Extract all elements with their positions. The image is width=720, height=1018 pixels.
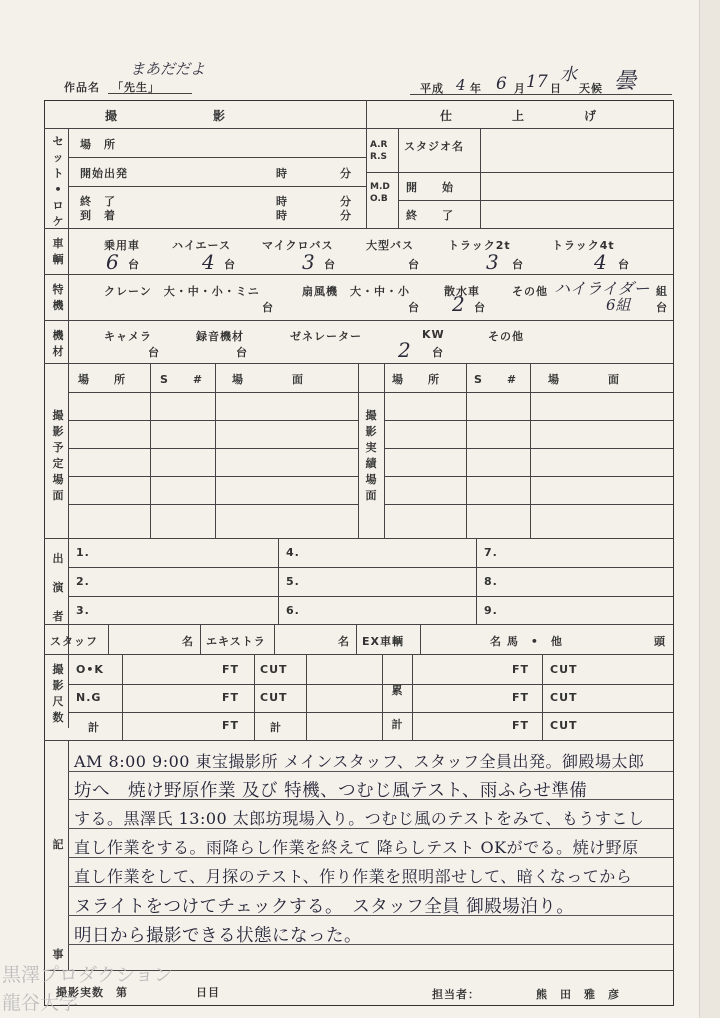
cast-1: 1. bbox=[76, 546, 90, 559]
unit: 台 bbox=[408, 301, 420, 314]
special-other-count: 6組 bbox=[606, 296, 631, 314]
date-era: 平成 bbox=[420, 82, 444, 95]
kei-label: 計 bbox=[88, 721, 100, 734]
memo-line-5: 直し作業をして、月探のテスト、作り作業を照明部せして、暗くなってから bbox=[74, 867, 633, 886]
dai-label: 第 bbox=[116, 986, 128, 999]
studio-label: スタジオ名 bbox=[404, 140, 464, 153]
title-value: 「先生」 bbox=[112, 81, 160, 94]
special-other-value: ハイライダー bbox=[554, 279, 650, 298]
date-day: 17 bbox=[526, 72, 548, 92]
generator-label: ゼネレーター bbox=[290, 330, 362, 343]
unit: 台 bbox=[262, 301, 274, 314]
cast-label: 出 演 者 bbox=[52, 552, 64, 623]
cut: CUT bbox=[260, 691, 288, 704]
date-year: 4 bbox=[456, 76, 466, 94]
person-name: 熊 田 雅 彦 bbox=[536, 988, 620, 1001]
fun-3: 分 bbox=[340, 209, 352, 222]
unit: 台 bbox=[656, 301, 668, 314]
kw-label: KW bbox=[422, 328, 445, 341]
day-suffix: 日 bbox=[550, 82, 562, 95]
ft: FT bbox=[222, 691, 240, 704]
ar-label: A.R bbox=[370, 140, 388, 150]
vehicle-hiace-count: 4 bbox=[202, 250, 215, 274]
ft: FT bbox=[512, 719, 530, 732]
col-basho: 場 所 bbox=[392, 373, 440, 386]
unit: 台 bbox=[224, 258, 236, 271]
handwritten-title: まあだだよ bbox=[130, 60, 206, 78]
water-truck-count: 2 bbox=[452, 292, 465, 316]
cast-9: 9. bbox=[484, 604, 498, 617]
ng-label: N.G bbox=[76, 691, 102, 704]
date-month: 6 bbox=[496, 74, 507, 94]
cut: CUT bbox=[550, 719, 578, 732]
memo-line-6: ヌライトをつけてチェックする。 スタッフ全員 御殿場泊り。 bbox=[74, 897, 575, 917]
rs-label: R.S bbox=[370, 152, 387, 162]
col-basho: 場 所 bbox=[78, 373, 126, 386]
fun-1: 分 bbox=[340, 167, 352, 180]
vehicle-label: 車 輌 bbox=[52, 237, 64, 266]
ruikei-label: 累 計 bbox=[391, 684, 403, 731]
fan-label: 扇風機 大・中・小 bbox=[302, 285, 410, 298]
extra-label: エキストラ bbox=[206, 635, 266, 648]
camera-label: キャメラ bbox=[104, 330, 152, 343]
kaishi-label: 開始出発 bbox=[80, 167, 128, 180]
touchaku-label: 到 着 bbox=[80, 209, 116, 222]
audio-label: 録音機材 bbox=[196, 330, 244, 343]
cast-7: 7. bbox=[484, 546, 498, 559]
col-scene-number: S # bbox=[160, 373, 204, 386]
unit: 台 bbox=[474, 301, 486, 314]
vehicle-truck4: トラック4t bbox=[552, 239, 615, 252]
mei: 名 bbox=[182, 635, 194, 648]
vehicle-truck4-count: 4 bbox=[594, 250, 607, 274]
cut: CUT bbox=[550, 691, 578, 704]
ft: FT bbox=[222, 663, 240, 676]
crane-label: クレーン 大・中・小・ミニ bbox=[104, 285, 260, 298]
planned-scenes-label: 撮 影 予 定 場 面 bbox=[52, 409, 64, 502]
unit: 台 bbox=[324, 258, 336, 271]
kw-count: 2 bbox=[398, 338, 411, 362]
fun-2: 分 bbox=[340, 195, 352, 208]
month-suffix: 月 bbox=[514, 82, 526, 95]
memo-line-2: 坊へ 焼け野原作業 及び 特機、つむじ風テスト、雨ふらせ準備 bbox=[74, 781, 588, 801]
equipment-label: 機 材 bbox=[52, 329, 64, 358]
memo-line-1: AM 8:00 9:00 東宝撮影所 メインスタッフ、スタッフ全員出発。御殿場太郎 bbox=[74, 752, 645, 771]
md-label: M.D bbox=[370, 182, 390, 192]
memo-label: 記 事 bbox=[52, 838, 64, 961]
memo-line-4: 直し作業をする。雨降らし作業を終えて 降らしテスト OKがでる。焼け野原 bbox=[74, 838, 639, 857]
kumi-label: 組 bbox=[656, 285, 668, 298]
cut: CUT bbox=[550, 663, 578, 676]
title-label: 作品名 bbox=[64, 81, 100, 94]
vehicle-truck2: トラック2t bbox=[448, 239, 511, 252]
year-suffix: 年 bbox=[470, 82, 482, 95]
col-scene-number: S # bbox=[474, 373, 518, 386]
unit: 台 bbox=[148, 346, 160, 359]
page-edge bbox=[699, 0, 720, 1018]
vehicle-truck2-count: 3 bbox=[486, 250, 499, 274]
cast-3: 3. bbox=[76, 604, 90, 617]
memo-line-3: する。黒澤氏 13:00 太郎坊現場入り。つむじ風のテストをみて、もうすこし bbox=[74, 809, 645, 828]
mei: 名 bbox=[338, 635, 350, 648]
cast-8: 8. bbox=[484, 575, 498, 588]
special-other-label: その他 bbox=[512, 285, 548, 298]
ji-1: 時 bbox=[276, 167, 288, 180]
cast-2: 2. bbox=[76, 575, 90, 588]
person-label: 担当者： bbox=[432, 988, 480, 1001]
cast-5: 5. bbox=[286, 575, 300, 588]
ob-label: O.B bbox=[370, 194, 388, 204]
footage-label: 撮 影 尺 数 bbox=[52, 663, 64, 724]
vehicle-microbus-count: 3 bbox=[302, 250, 315, 274]
unit: 台 bbox=[128, 258, 140, 271]
ji-3: 時 bbox=[276, 209, 288, 222]
shiage-shuryo: 終 了 bbox=[406, 209, 454, 222]
watermark-line-2: 龍谷大学 bbox=[2, 992, 79, 1014]
vehicle-hiace: ハイエース bbox=[172, 239, 232, 252]
basho-label: 場 所 bbox=[80, 138, 116, 151]
ex-vehicle-label: EX車輌 bbox=[362, 635, 404, 648]
vehicle-car-count: 6 bbox=[106, 250, 119, 274]
weather-value: 曇 bbox=[614, 69, 637, 94]
unit: 台 bbox=[618, 258, 630, 271]
vehicle-car: 乗用車 bbox=[104, 239, 140, 252]
section-shiage: 仕 上 げ bbox=[440, 109, 603, 123]
vehicle-bus: 大型バス bbox=[366, 239, 414, 252]
col-bamen: 場 面 bbox=[232, 373, 304, 386]
unit: 台 bbox=[512, 258, 524, 271]
actual-days-label: 撮影実数 bbox=[56, 986, 104, 999]
staff-label: スタッフ bbox=[50, 635, 98, 648]
special-label: 特 機 bbox=[52, 283, 64, 312]
set-loke-label: セ ッ ト • ロ ケ bbox=[52, 135, 64, 228]
ok-label: O•K bbox=[76, 663, 104, 676]
unit: 台 bbox=[408, 258, 420, 271]
ji-2: 時 bbox=[276, 195, 288, 208]
ft: FT bbox=[512, 691, 530, 704]
actual-scenes-label: 撮 影 実 績 場 面 bbox=[365, 409, 377, 502]
unit: 台 bbox=[432, 346, 444, 359]
unit: 台 bbox=[236, 346, 248, 359]
cut: CUT bbox=[260, 663, 288, 676]
to-label: 頭 bbox=[654, 635, 666, 648]
watermark-line-1: 黒澤プロダクション bbox=[2, 964, 173, 986]
shiage-kaishi: 開 始 bbox=[406, 181, 454, 194]
ft: FT bbox=[222, 719, 240, 732]
weekday: 水 bbox=[560, 65, 577, 85]
memo-line-7: 明日から撮影できる状態になった。 bbox=[74, 926, 362, 946]
vehicle-microbus: マイクロバス bbox=[262, 239, 334, 252]
equipment-other: その他 bbox=[488, 330, 524, 343]
water-truck-label: 散水車 bbox=[444, 285, 480, 298]
ft: FT bbox=[512, 663, 530, 676]
nichime-label: 日目 bbox=[196, 986, 220, 999]
cast-4: 4. bbox=[286, 546, 300, 559]
cast-6: 6. bbox=[286, 604, 300, 617]
weather-label: 天候 bbox=[579, 82, 603, 95]
horse-other-label: 名 馬 • 他 bbox=[490, 635, 563, 648]
section-satsuei: 撮 影 bbox=[105, 109, 232, 123]
shuryo-label: 終 了 bbox=[80, 195, 116, 208]
col-bamen: 場 面 bbox=[548, 373, 620, 386]
kei-label: 計 bbox=[270, 721, 282, 734]
